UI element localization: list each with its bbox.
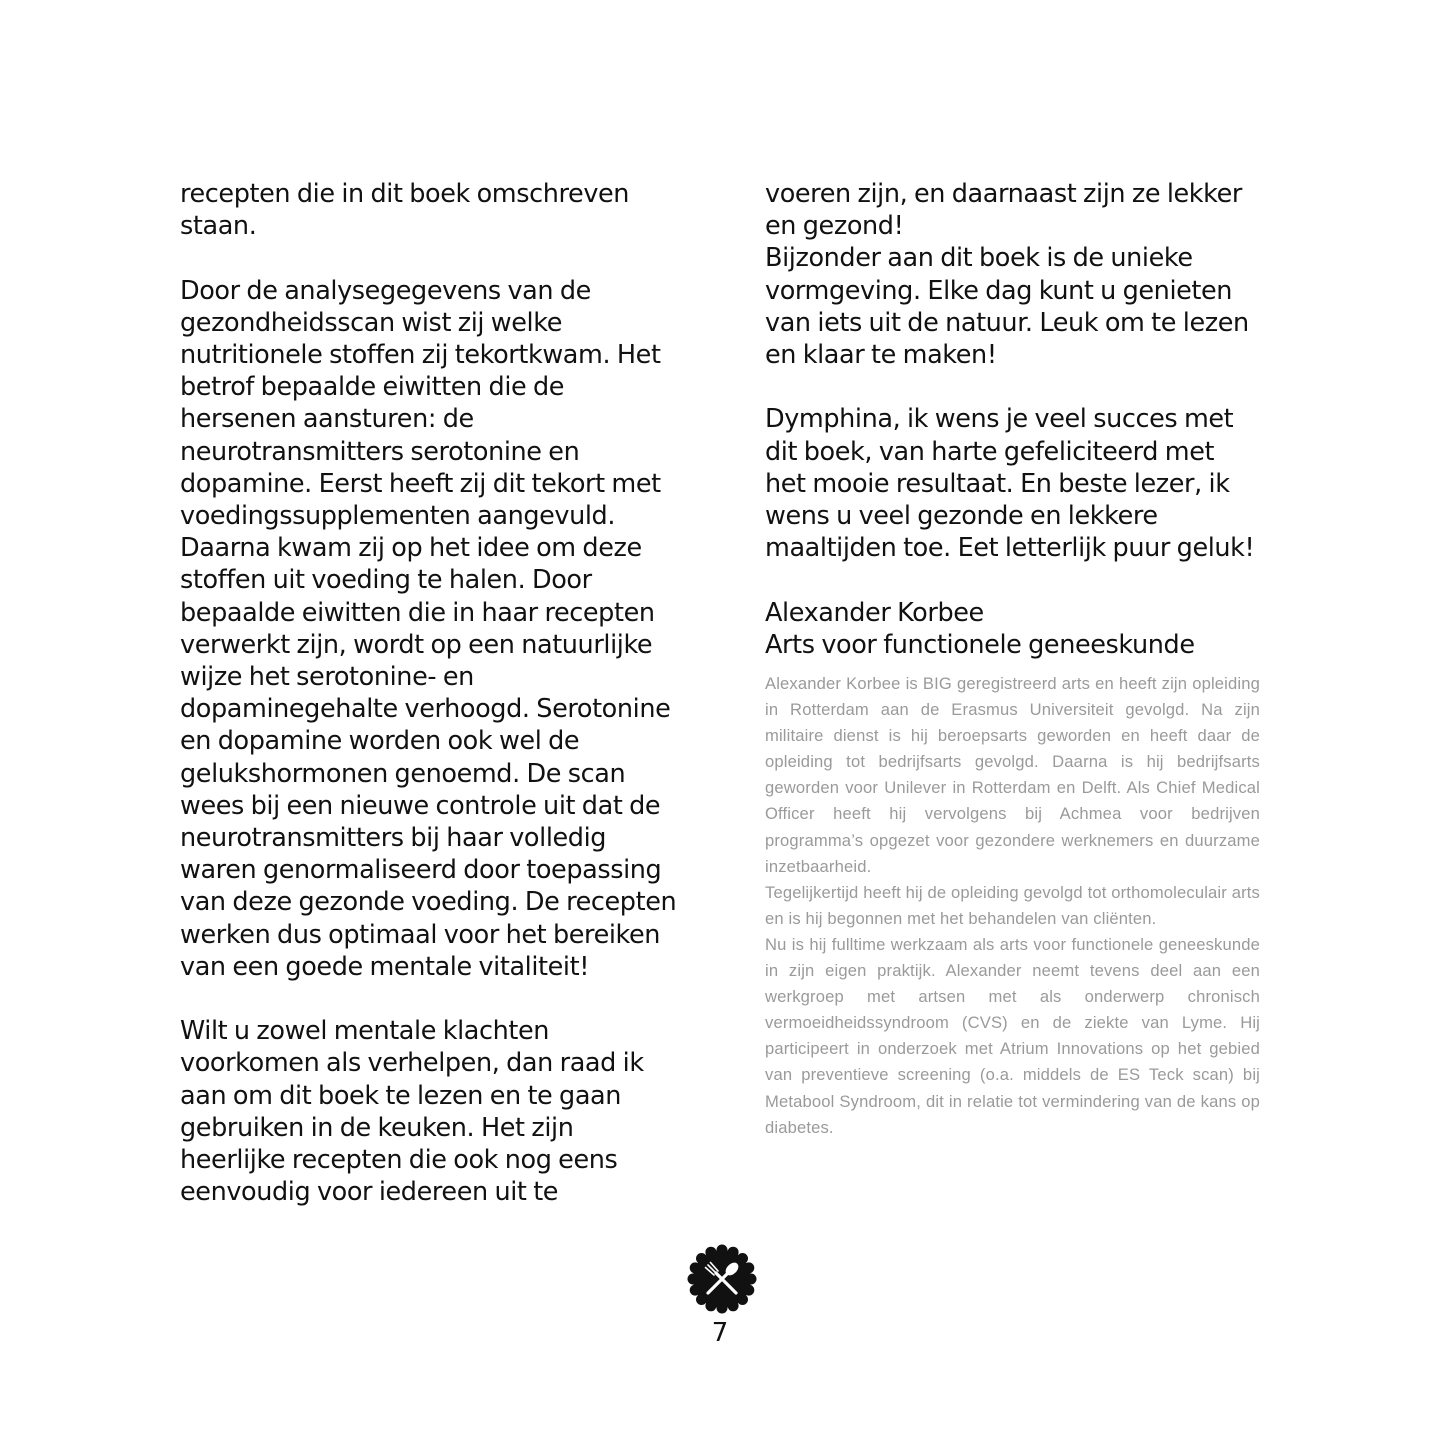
left-column: [180, 178, 680, 1208]
body-paragraph: Wilt u zowel mentale klachten voorkomen als verhelpen, dan raad ik aan om dit boek te lezen en te gaan gebruiken in de keuken. Het zijn heerlijke recepten die ook nog eens eenvoudig voor iedereen uit te: [180, 1016, 644, 1208]
page-number: 7: [711, 1318, 729, 1348]
signature-name: Alexander Korbee: [765, 597, 984, 628]
body-paragraph: voeren zijn, en daarnaast zijn ze lekker en gezond!: [765, 179, 1242, 242]
bio-paragraph: Alexander Korbee is BIG geregistreerd arts en heeft zijn opleiding in Rotterdam aan de Erasmus Universiteit gevolgd. Na zijn militaire dienst is hij beroepsarts geworden en heeft daar de opleiding tot bedrijfsarts gevolgd. Daarna is hij bedrijfsarts geworden voor Unilever in Rotterdam en Delft. Als Chief Medical Officer heeft hij vervolgens bij Achmea voor bedrijven programma’s opgezet voor gezondere werknemers en duurzame inzetbaarheid.: [765, 674, 1260, 876]
body-paragraph: Door de analysegegevens van de gezondheidsscan wist zij welke nutritionele stoffen zij tekortkwam. Het betrof bepaalde eiwitten die de hersenen aansturen: de neurotransmitters serotonine en dopamine. Eerst heeft zij dit tekort met voedingssupplementen aangevuld. Daarna kwam zij op het idee om deze stoffen uit voeding te halen. Door bepaalde eiwitten die in haar recepten verwerkt zijn, wordt op een natuurlijke wijze het serotonine- en dopaminegehalte verhoogd. Serotonine en dopamine worden ook wel de gelukshormonen genoemd. De scan wees bij een nieuwe controle uit dat de neurotransmitters bij haar volledig waren genormaliseerd door toepassing van deze gezonde voeding. De recepten werken dus optimaal voor het bereiken van een goede mentale vitaliteit!: [180, 275, 677, 982]
body-paragraph: Bijzonder aan dit boek is de unieke vormgeving. Elke dag kunt u genieten van iets uit de natuur. Leuk om te lezen en klaar te maken!: [765, 243, 1249, 371]
body-paragraph: Dymphina, ik wens je veel succes met dit boek, van harte gefeliciteerd met het mooie resultaat. En beste lezer, ik wens u veel gezonde en lekkere maaltijden toe. Eet letterlijk puur geluk!: [765, 404, 1255, 564]
right-column: [765, 178, 1260, 1141]
signature-title: Arts voor functionele geneeskunde: [765, 629, 1195, 660]
author-bio: [765, 671, 1260, 1141]
bio-paragraph: Tegelijkertijd heeft hij de opleiding gevolgd tot orthomoleculair arts en is hij begonnen met het behandelen van cliënten.: [765, 882, 1260, 928]
bio-paragraph: Nu is hij fulltime werkzaam als arts voor functionele geneeskunde in zijn eigen praktijk. Alexander neemt tevens deel aan een werkgroep met artsen met als onderwerp chronisch vermoeidheidssyndroom (CVS) en de ziekte van Lyme. Hij participeert in onderzoek met Atrium Innovations op het gebied van preventieve screening (o.a. middels de ES Teck scan) bij Metabool Syndroom, dit in relatie tot vermindering van de kans op diabetes.: [765, 934, 1260, 1137]
body-paragraph: recepten die in dit boek omschreven staan.: [180, 179, 630, 242]
fork-spoon-icon: [686, 1243, 758, 1315]
